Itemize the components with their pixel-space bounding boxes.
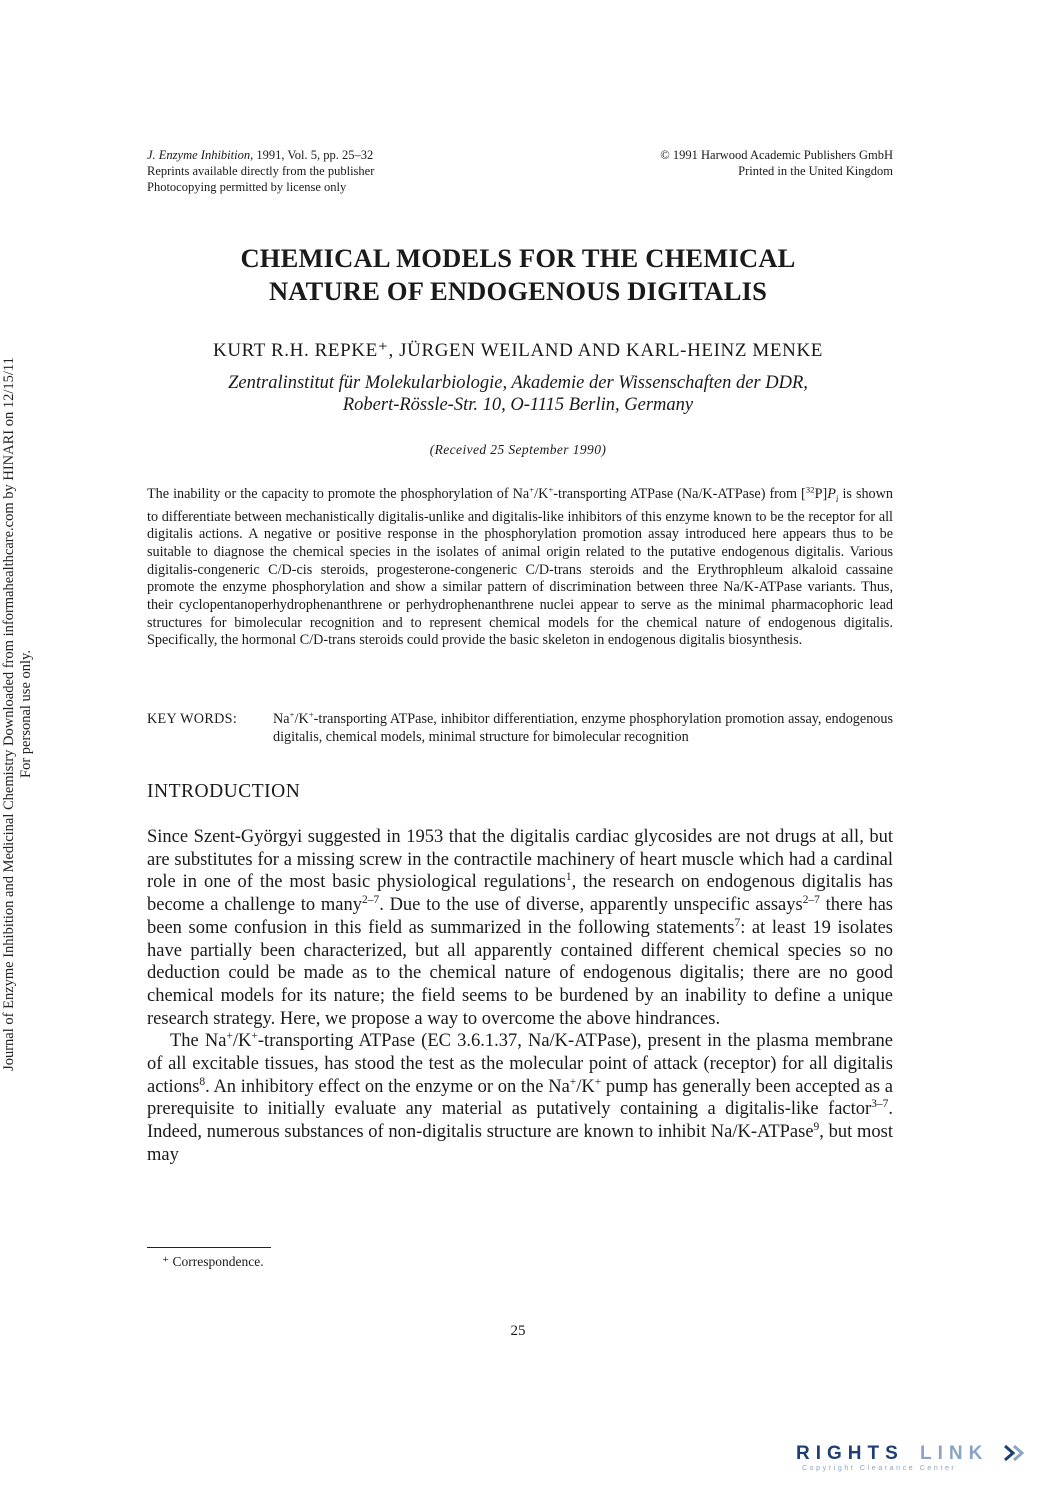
superscript: +: [226, 1030, 233, 1043]
paper-title: [0, 242, 1036, 308]
keyword-text: -transporting ATPase, inhibitor differentiation, enzyme phosphorylation promotion assay, endogenous digitalis, chemical models, minimal structure for bimolecular recognition: [273, 711, 893, 745]
paragraph-text: . Due to the use of diverse, apparently unspecific assays: [379, 895, 803, 916]
paragraph-text: . Indeed, numerous substances of non-digitalis structure are known to inhibit Na/K-ATPase: [147, 1099, 893, 1143]
paragraph-text: . An inhibitory effect on the enzyme or on the Na: [205, 1076, 570, 1097]
abstract: [147, 486, 893, 650]
rightslink-brand-a: RIGHTS: [796, 1443, 904, 1464]
download-watermark: [1, 64, 41, 1364]
paragraph-text: : at least 19 isolates have partially been characterized, but all apparently contained different chemical species so no deduction could be made as to the chemical nature of endogenous digitalis; there are no good chemical models for its nature; the field seems to be burdened by an inability to define a unique research strategy. Here, we propose a way to overcome the above hindrances.: [147, 917, 893, 1029]
citation-superscript: 3–7: [871, 1098, 889, 1111]
superscript: +: [594, 1075, 602, 1088]
watermark-line-1: Journal of Enzyme Inhibition and Medicinal Chemistry Downloaded from informahealthcare.com by HINARI on 12/15/11: [1, 357, 17, 1071]
superscript: +: [569, 1075, 577, 1088]
copyright-line: © 1991 Harwood Academic Publishers GmbH: [660, 148, 893, 162]
affiliation-line-1: Zentralinstitut für Molekularbiologie, Akademie der Wissenschaften der DDR,: [228, 373, 808, 393]
keywords-text: [273, 711, 893, 746]
journal-volume: 1991, Vol. 5, pp. 25–32: [256, 148, 374, 162]
paragraph-text: The Na: [170, 1031, 227, 1052]
abstract-text: is shown to differentiate between mechanistically digitalis-unlike and digitalis-like inhibitors of this enzyme known to be the receptor for all digitalis actions. A negative or positive response in the phosphorylation promotion assay introduced here appears thus to be suitable to diagnose the chemical species in the isolates of animal origin related to the putative endogenous digitalis. Various digitalis-congeneric C/D-cis steroids, progesterone-congeneric C/D-trans steroids and the Erythrophleum alkaloid cassaine promote the enzyme phosphorylation and show a similar pattern of discrimination between three Na/K-ATPase variants. Thus, their cyclopentanoperhydrophenanthrene or perhydrophenanthrene nuclei appear to serve as the minimal pharmacophoric lead structures for bimolecular recognition and to represent chemical models for the chemical nature of endogenous digitalis. Specifically, the hormonal C/D-trans steroids could provide the basic skeleton in endogenous digitalis biosynthesis.: [147, 486, 893, 649]
affiliation-line-2: Robert-Rössle-Str. 10, O-1115 Berlin, Germany: [342, 395, 694, 415]
footnote: ⁺ Correspondence.: [162, 1254, 264, 1269]
rightslink-logo[interactable]: [792, 1437, 1032, 1477]
abstract-text: -transporting ATPase (Na/K-ATPase) from [: [553, 486, 806, 502]
keyword-text: Na: [273, 711, 290, 727]
reprints-note: Reprints available directly from the publisher: [147, 164, 375, 178]
received-date: (Received 25 September 1990): [429, 442, 607, 457]
introduction-body: [147, 826, 893, 1167]
superscript: +: [251, 1030, 258, 1043]
paragraph-text: , the research on endogenous digitalis has become a challenge to many: [147, 872, 894, 916]
keywords-label: KEY WORDS:: [147, 711, 238, 727]
paragraph-text: there has been some confusion in this field as summarized in the following statements: [147, 895, 893, 938]
affiliation: [0, 372, 1036, 416]
citation-superscript: 7: [734, 916, 741, 929]
superscript: 32: [805, 484, 815, 495]
authors: KURT R.H. REPKE⁺, JÜRGEN WEILAND AND KARL-HEINZ MENKE: [213, 340, 823, 361]
citation-superscript: 2–7: [802, 893, 820, 906]
paragraph-text: pump has generally been accepted as a prerequisite to initially evaluate any material as putatively containing a digitalis-like factor: [147, 1076, 893, 1120]
abstract-text: P]: [814, 486, 828, 502]
photocopy-note: Photocopying permitted by license only: [147, 180, 347, 194]
keywords: [147, 711, 893, 746]
title-line-1: CHEMICAL MODELS FOR THE CHEMICAL: [240, 243, 796, 273]
watermark-line-2: For personal use only.: [18, 650, 34, 778]
citation-superscript: 1: [565, 871, 572, 884]
superscript: +: [308, 709, 314, 720]
footnote-rule: [147, 1247, 271, 1248]
paragraph: [147, 826, 893, 1030]
abstract-text: The inability or the capacity to promote the phosphorylation of Na: [147, 486, 530, 502]
citation-superscript: 2–7: [362, 893, 380, 906]
superscript: +: [529, 484, 535, 495]
paragraph-text: /K: [576, 1076, 595, 1097]
printed-line: Printed in the United Kingdom: [738, 164, 893, 178]
publisher-info: [473, 147, 893, 179]
chevron-right-icon: [1005, 1446, 1013, 1460]
abstract-text: /K: [534, 486, 549, 502]
paragraph-text: -transporting ATPase (EC 3.6.1.37, Na/K-ATPase), present in the plasma membrane of all excitable tissues, has stood the test as the molecular point of attack (receptor) for all digitalis actions: [147, 1031, 893, 1097]
superscript: +: [548, 484, 554, 495]
page-number: 25: [510, 1323, 526, 1339]
keyword-text: /K: [294, 711, 309, 727]
subscript: i: [835, 493, 839, 504]
rightslink-tagline: Copyright Clearance Center: [802, 1465, 957, 1472]
citation-superscript: 8: [199, 1075, 206, 1088]
superscript: +: [289, 709, 295, 720]
abstract-italic: P: [827, 486, 836, 502]
paragraph-text: , but most may: [147, 1122, 893, 1165]
rightslink-brand-b: LINK: [920, 1443, 989, 1464]
paragraph: [147, 1030, 893, 1166]
citation-superscript: 9: [813, 1120, 820, 1133]
paragraph-text: Since Szent-Györgyi suggested in 1953 that the digitalis cardiac glycosides are not drugs at all, but are substitutes for a missing screw in the contractile machinery of heart muscle which had a cardinal role in one of the most basic physiological regulations: [147, 827, 893, 893]
title-line-2: NATURE OF ENDOGENOUS DIGITALIS: [268, 276, 768, 306]
journal-name: J. Enzyme Inhibition,: [147, 148, 254, 162]
paragraph-text: /K: [232, 1031, 252, 1052]
section-heading-introduction: INTRODUCTION: [147, 781, 301, 802]
rightslink-logo-graphic: [792, 1437, 1032, 1477]
